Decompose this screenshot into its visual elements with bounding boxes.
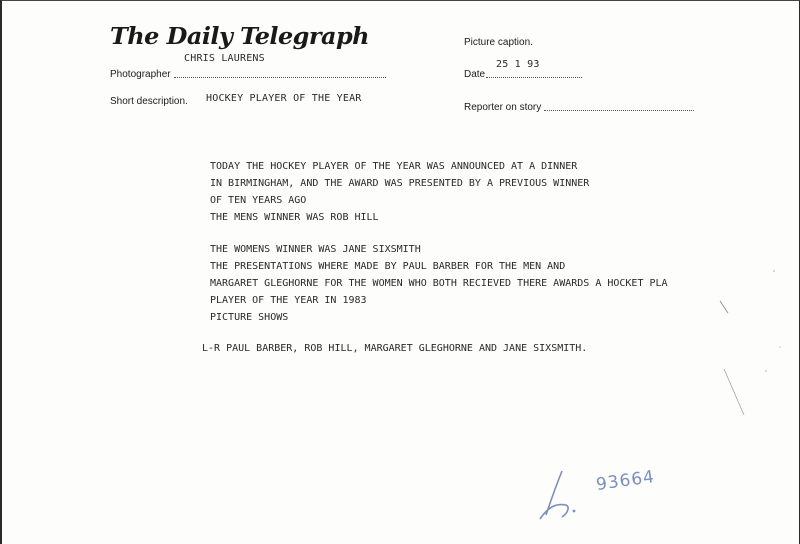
photo-caption-text: L-R PAUL BARBER, ROB HILL, MARGARET GLEGHORNE AND JANE SIXSMITH.: [202, 343, 588, 354]
short-description-label: Short description.: [110, 96, 188, 107]
reporter-label: Reporter on story: [464, 102, 542, 113]
body-line: MARGARET GLEGHORNE FOR THE WOMEN WHO BOTH RECIEVED THERE AWARDS A HOCKET PLA: [210, 278, 668, 289]
body-line: PICTURE SHOWS: [210, 312, 289, 323]
body-line: THE PRESENTATIONS WHERE MADE BY PAUL BARBER FOR THE MEN AND: [210, 261, 566, 272]
photographer-dotted-line: [174, 77, 386, 78]
date-value: 25 1 93: [496, 59, 540, 70]
picture-caption-label: Picture caption.: [464, 37, 533, 48]
archive-number: 93664: [594, 466, 657, 496]
body-line: THE MENS WINNER WAS ROB HILL: [210, 212, 379, 223]
short-description-value: HOCKEY PLAYER OF THE YEAR: [206, 93, 362, 104]
body-line: IN BIRMINGHAM, AND THE AWARD WAS PRESENTED BY A PREVIOUS WINNER: [210, 178, 590, 189]
body-line: THE WOMENS WINNER WAS JANE SIXSMITH: [210, 244, 421, 255]
photographer-label: Photographer: [110, 69, 171, 80]
photographer-value: CHRIS LAURENS: [184, 53, 265, 64]
masthead-logo: The Daily Telegraph: [110, 23, 370, 50]
scan-marks: [714, 251, 794, 421]
body-line: OF TEN YEARS AGO: [210, 195, 307, 206]
reporter-dotted-line: [544, 110, 694, 111]
date-dotted-line: [486, 77, 582, 78]
date-label: Date: [464, 69, 486, 80]
body-line: TODAY THE HOCKEY PLAYER OF THE YEAR WAS ANNOUNCED AT A DINNER: [210, 161, 578, 172]
body-line: PLAYER OF THE YEAR IN 1983: [210, 295, 367, 306]
